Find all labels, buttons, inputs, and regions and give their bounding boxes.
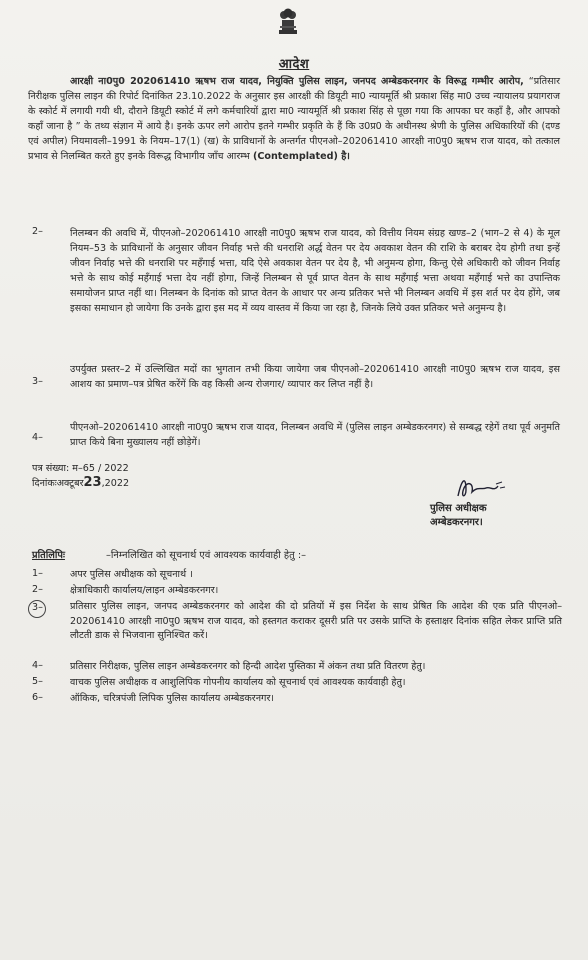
paragraph-4-number: 4– (32, 432, 43, 443)
paragraph-1-lead: आरक्षी ना0पु0 202061410 ऋषभ राज यादव, नियुक्ति पुलिस लाइन, जनपद अम्बेडकरनगर के विरूद्व गम्भीर आरोप, (70, 76, 524, 87)
copy-item-6-number: 6– (32, 692, 43, 703)
paragraph-3: उपर्युक्त प्रस्तर–2 में उल्लिखित मदों का भुगतान तभी किया जायेगा जब पीएनओ–202061410 आरक्षी ना0पु0 ऋषभ राज यादव, इस आशय का प्रमाण–पत्र प्रेषित करेंगें कि वह किसी अन्य रोजगार/ व्यापार कर लिप्त नहीं है। (70, 364, 560, 390)
date-day: 23 (83, 475, 102, 490)
blank-page-area (0, 760, 588, 960)
copy-item-6: ऑकिक, चरित्रपंजी लिपिक पुलिस कार्यालय अम्बेडकरनगर। (70, 693, 275, 704)
paragraph-1-body: “प्रतिसार निरीक्षक पुलिस लाइन की रिपोर्ट दिनांकित 23.10.2022 के अनुसार इस आरक्षी की डियूटी मा0 न्यायमूर्ति श्री प्रकाश सिंह मा0 उच्च न्यायालय प्रयागराज के स्कोर्ट में लगायी गयी थी, दौराने डियूटी स्कोर्ट में लगे कर्मचारियों द्वारा मा0 न्यायमूर्ति श्री प्रकाश सिंह से पूछा गया कि आपका घर कहाँ है, और आपको कहाँ जाना है ” के तथ्य संज्ञान में आये है। इनके ऊपर लगे आरोप इतने गम्भीर प्रकृति के हैं कि उ0प्र0 के अधीनस्थ श्रेणी के पुलिस अधिकारियों की (दण्ड एवं अपील) नियमावली–1991 के नियम–17(1) (ख) के प्राविधानों के अन्तर्गत पीएनओ–202061410 आरक्षी ना0पु0 ऋषभ राज यादव, को तत्काल प्रभाव से निलम्बित करते हुए इनके विरूद्ध विभागीय जाँच आरम्भ (28, 76, 560, 162)
signature-block (430, 502, 487, 530)
paragraph-1-tail: (Contemplated) है। (252, 151, 350, 162)
copy-item-4-number: 4– (32, 660, 43, 671)
date-year: ,2022 (101, 478, 130, 489)
paragraph-2-number: 2– (32, 226, 43, 237)
copy-item-2: क्षेत्राधिकारी कार्यालय/लाइन अम्बेडकरनगर। (70, 585, 219, 596)
copy-item-3-number: 3– (32, 602, 43, 613)
copy-item-3: प्रतिसार पुलिस लाइन, जनपद अम्बेडकरनगर को आदेश की दो प्रतियों में इस निर्देश के साथ प्रेषित कि आदेश की एक प्रति पीएनओ–202061410 आरक्षी ना0पु0 ऋषभ राज यादव, को हस्तगत कराकर दूसरी प्रति पर उसके प्राप्ति के हस्ताक्षर दिनांक सहित लेकर प्राप्ति प्रति लौटती डाक से भिजवाना सुनिश्चित करें। (70, 601, 562, 641)
copy-heading-rest: –निम्नलिखित को सूचनार्थ एवं आवश्यक कार्यवाही हेतु :– (106, 550, 307, 561)
letter-date (32, 476, 129, 491)
page-title: आदेश (278, 57, 310, 72)
letter-number: पत्र संख्या: म–65 / 2022 (32, 463, 129, 474)
signatory-designation: पुलिस अधीक्षक (430, 503, 487, 514)
paragraph-3-number: 3– (32, 376, 43, 387)
paragraph-4: पीएनओ–202061410 आरक्षी ना0पु0 ऋषभ राज यादव, निलम्बन अवधि में (पुलिस लाइन अम्बेडकरनगर) से सम्बद्ध रहेगें तथा पूर्व अनुमति प्राप्त किये बिना मुख्यालय नहीं छोड़ेगें। (70, 422, 560, 448)
copy-heading: प्रतिलिपिः (32, 550, 65, 561)
signatory-district: अम्बेडकरनगर। (430, 517, 483, 528)
copy-item-5-number: 5– (32, 676, 43, 687)
copy-item-1: अपर पुलिस अधीक्षक को सूचनार्थ । (70, 569, 193, 580)
copy-item-4: प्रतिसार निरीक्षक, पुलिस लाइन अम्बेडकरनगर को हिन्दी आदेश पुस्तिका में अंकन तथा प्रति वितरण हेतु। (70, 661, 426, 672)
handwritten-signature (452, 474, 512, 502)
paragraph-2: निलम्बन की अवधि में, पीएनओ–202061410 आरक्षी ना0पु0 ऋषभ राज यादव, को वित्तीय नियम संग्रह खण्ड–2 (भाग–2 से 4) के मूल नियम–53 के प्राविधानों के अनुसार जीवन निर्वाह भत्ते की धनराशि अर्द्ध वेतन पर देय अवकाश वेतन की राशि के बराबर देय होगी तथा इन्हें जीवन निर्वाह भत्ते की धनराशि पर महँगाई भत्ता, यदि ऐसे अवकाश वेतन पर देय है, भी अनुमन्य होगा, किन्तु ऐसे अधिकारी को जीवन निर्वाह भत्ते के साथ कोई महँगाई भत्ता देय नहीं होगा, जिन्हें निलम्बन से पूर्व प्राप्त वेतन के साथ महँगाई भत्ता अथवा महँगाई भत्ते का उपान्तिक समायोजन प्राप्त नहीं था। निलम्बन के दिनांक को प्राप्त वेतन के आधार पर अन्य प्रतिकर भत्ते भी निलम्बन अवधि में इस शर्त पर देय होंगे, जब इसका समाधान हो जायेगा कि उनके द्वारा इस मद में व्यय वास्तव में किया जा रहा है, जिनके लिये उक्त प्रतिकर भत्ते अनुमन्य है। (70, 228, 560, 314)
state-emblem-icon (276, 6, 300, 36)
paragraph-1 (28, 74, 560, 164)
date-prefix: दिनांकःअक्टूबर (32, 478, 84, 489)
copy-item-5: वाचक पुलिस अधीक्षक व आशुलिपिक गोपनीय कार्यालय को सूचनार्थ एवं आवश्यक कार्यवाही हेतु। (70, 677, 406, 688)
copy-item-2-number: 2– (32, 584, 43, 595)
copy-item-1-number: 1– (32, 568, 43, 579)
